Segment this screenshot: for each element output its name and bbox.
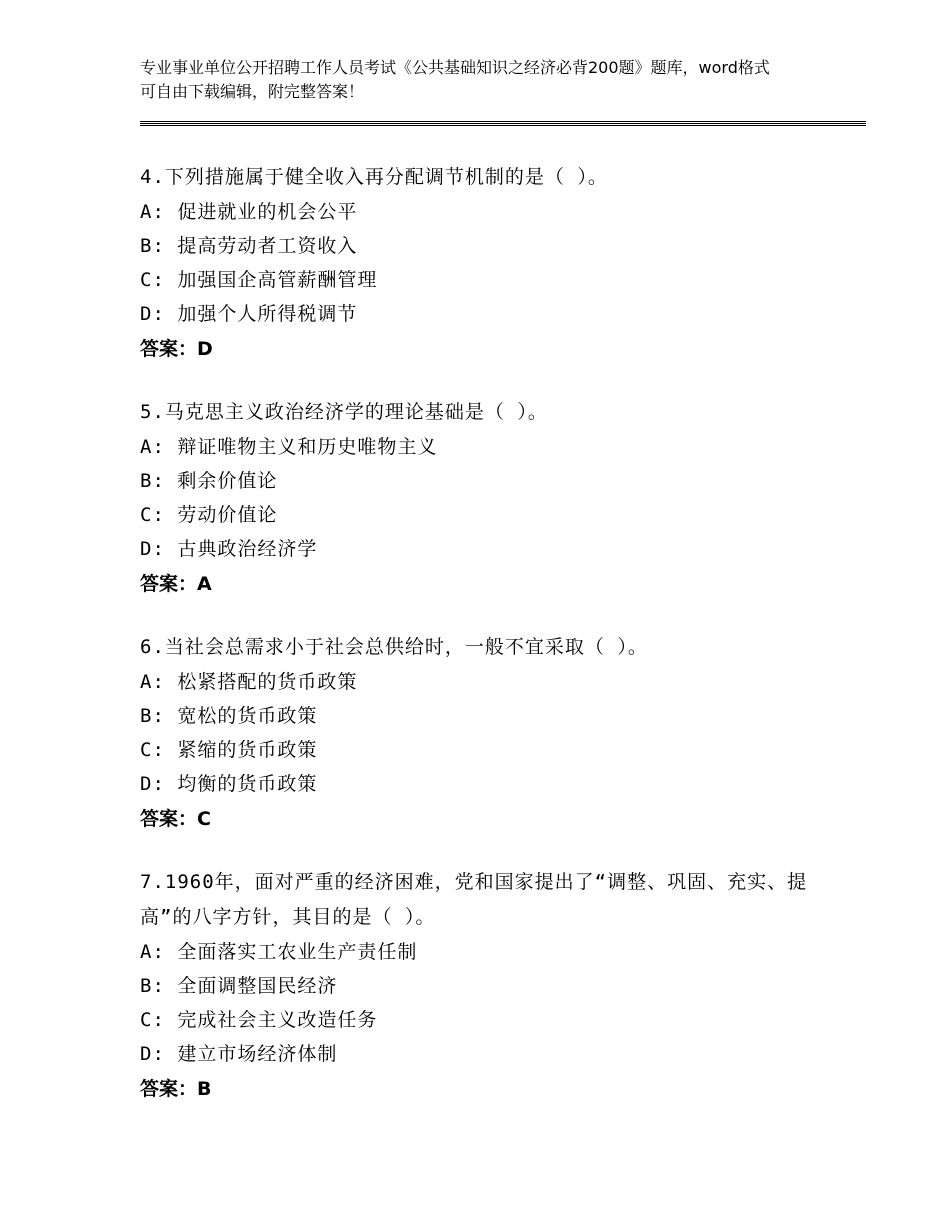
option-c: C: 加强国企高管薪酬管理 [140,269,378,291]
question-text: 7.1960年，面对严重的经济困难，党和国家提出了“调整、巩固、充实、提高”的八字方针，其目的是（ ）。 [140,871,808,928]
question-5 [140,395,840,602]
option-d: D: 加强个人所得税调节 [140,303,358,325]
question-list [140,160,840,1135]
option-d: D: 均衡的货币政策 [140,773,318,795]
question-text: 5.马克思主义政治经济学的理论基础是（ ）。 [140,401,548,423]
answer-line: 答案：B [140,1078,212,1100]
answer-line: 答案：A [140,573,212,595]
option-d: D: 建立市场经济体制 [140,1043,338,1065]
option-a: A: 促进就业的机会公平 [140,201,358,223]
option-b: B: 剩余价值论 [140,470,278,492]
option-a: A: 全面落实工农业生产责任制 [140,941,418,963]
question-text: 4.下列措施属于健全收入再分配调节机制的是（ ）。 [140,166,608,188]
option-c: C: 完成社会主义改造任务 [140,1009,378,1031]
question-7 [140,865,840,1107]
header-divider-line [140,125,866,126]
header-divider-line [140,121,866,122]
question-4 [140,160,840,367]
option-b: B: 宽松的货币政策 [140,705,318,727]
option-b: B: 全面调整国民经济 [140,975,338,997]
answer-line: 答案：C [140,808,211,830]
document-header [140,56,780,104]
header-divider-line [140,123,866,124]
option-b: B: 提高劳动者工资收入 [140,235,358,257]
question-6 [140,630,840,837]
option-c: C: 紧缩的货币政策 [140,739,318,761]
answer-line: 答案：D [140,338,213,360]
option-a: A: 辩证唯物主义和历史唯物主义 [140,436,438,458]
document-title: 专业事业单位公开招聘工作人员考试《公共基础知识之经济必背200题》题库，word格式可自由下载编辑，附完整答案！ [140,58,770,101]
option-c: C: 劳动价值论 [140,504,278,526]
option-d: D: 古典政治经济学 [140,538,318,560]
option-a: A: 松紧搭配的货币政策 [140,671,358,693]
question-text: 6.当社会总需求小于社会总供给时，一般不宜采取（ ）。 [140,636,648,658]
